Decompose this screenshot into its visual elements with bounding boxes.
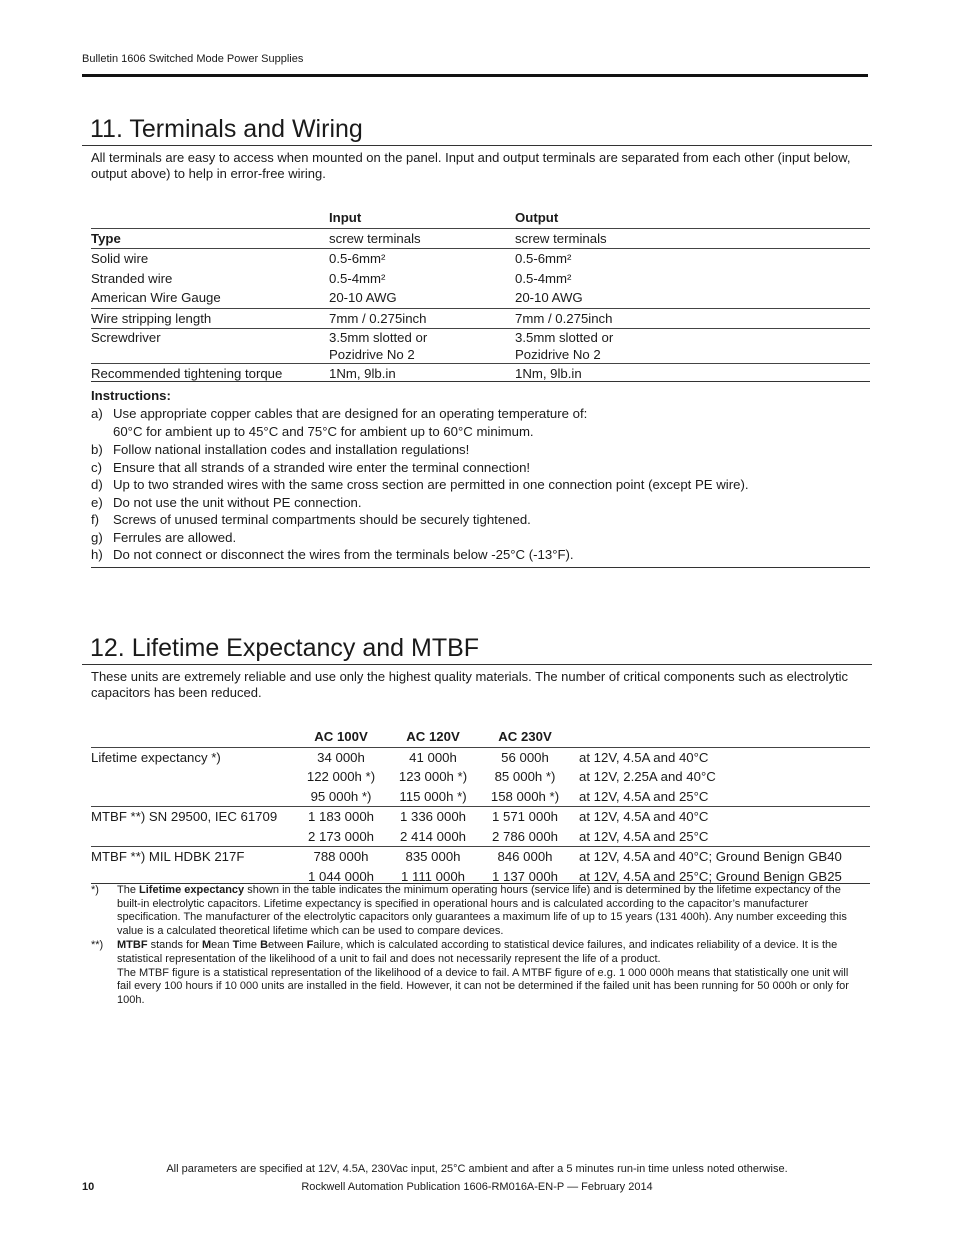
table-cell: 2 414 000h <box>399 828 466 844</box>
footer-note: All parameters are specified at 12V, 4.5A, 230Vac input, 25°C ambient and after a 5 minutes run-in time unless noted otherwise. <box>166 1163 788 1175</box>
table-header-cell <box>91 208 329 228</box>
table-row <box>91 346 870 364</box>
footnote-mtbf-para2 <box>91 967 861 1008</box>
table-row <box>91 249 870 269</box>
table-cell: 3.5mm slotted or <box>515 329 870 347</box>
list-item-text: Do not connect or disconnect the wires from the terminals below -25°C (-13°F). <box>113 547 574 562</box>
table-cell: 0.5-6mm² <box>329 249 515 269</box>
table-cell: 2 173 000h <box>307 828 374 844</box>
table-cell <box>91 767 295 787</box>
table-row <box>91 787 870 807</box>
instructions-bottom-rule <box>91 567 870 568</box>
table-cell: Type <box>91 228 329 249</box>
footnote-text-part: ailure, which is calculated according to statistical device failures, and indicates reliability of a device. It is the statistical representation of the likelihood of a unit to fail and does not necessarily represent the life of a product. <box>117 939 838 965</box>
table-cell: at 12V, 4.5A and 25°C <box>579 788 709 804</box>
table-cell: 1 336 000h <box>387 807 479 827</box>
header-rule <box>82 74 868 77</box>
table-row <box>91 269 870 289</box>
terminals-table-bottom-rule <box>91 381 870 382</box>
table-cell: 85 000h *) <box>494 769 556 784</box>
footnote-mtbf <box>91 939 861 966</box>
footnote-bold-letter: T <box>232 939 240 952</box>
footnote-text-part: shown in the table indicates the minimum operating hours (service life) and is determined by the lifetime expectancy of the built-in electrolytic capacitors. Lifetime expectancy is specified in operational hours and is calculated according to the capacitor’s manufacturer specification. The manufacturer of the electrolytic capacitors only guarantees a maximum life of up to 15 years (131 400h). Any number exceeding this value is a calculated theoretical lifetime which can be used to compare devices. <box>117 884 847 937</box>
table-cell: Recommended tightening torque <box>91 364 329 384</box>
table-cell: Solid wire <box>91 249 329 269</box>
table-cell: 1Nm, 9lb.in <box>515 364 870 384</box>
list-item-label <box>91 423 113 441</box>
list-item <box>91 511 871 529</box>
table-cell: 835 000h <box>387 847 479 867</box>
table-header-cell <box>91 727 295 747</box>
footnote-text: The MTBF figure is a statistical representation of the likelihood of a device to fail. A MTBF figure of e.g. 1 000 000h means that statistically one unit will fail every 100 hours if 10 000 units are installed in the field. However, it can not be determined if the failed unit has been running for 50 000h or only for 100h. <box>117 966 849 1006</box>
table-header-row <box>91 727 870 747</box>
table-row <box>91 747 870 767</box>
table-cell: 1 111 000h <box>400 868 466 884</box>
table-cell <box>91 787 295 807</box>
table-row <box>91 847 870 867</box>
lifetime-mtbf-table <box>91 727 870 886</box>
page-number: 10 <box>82 1181 95 1193</box>
table-header-cell: Input <box>329 210 362 225</box>
footnotes <box>91 884 861 1007</box>
table-cell: Pozidrive No 2 <box>329 347 415 362</box>
footnote-bold-letter: F <box>306 939 314 952</box>
table-cell: 0.5-4mm² <box>329 270 386 286</box>
list-item-text: Use appropriate copper cables that are designed for an operating temperature of: <box>113 406 588 421</box>
table-cell: 56 000h <box>479 747 571 767</box>
table-cell: 3.5mm slotted or <box>329 329 515 347</box>
list-item-label: h) <box>91 547 103 562</box>
table-header-cell: AC 100V <box>314 729 368 744</box>
footnote-indent <box>91 967 117 1008</box>
section-12-rule <box>82 664 872 665</box>
table-cell: 123 000h *) <box>398 769 468 784</box>
section-12-title: 12. Lifetime Expectancy and MTBF <box>90 634 480 662</box>
table-cell: 122 000h *) <box>306 769 376 784</box>
table-cell: Lifetime expectancy *) <box>91 747 295 767</box>
list-item-text: Ferrules are allowed. <box>113 529 237 545</box>
list-item <box>91 494 871 512</box>
table-cell: at 12V, 2.25A and 40°C <box>579 769 716 784</box>
footer-publication: Rockwell Automation Publication 1606-RM016A-EN-P — February 2014 <box>301 1181 653 1193</box>
table-cell: at 12V, 4.5A and 25°C <box>579 828 709 844</box>
footnote-text <box>117 939 861 966</box>
list-item <box>91 459 871 477</box>
table-cell: 95 000h *) <box>310 788 372 804</box>
table-row <box>91 767 870 787</box>
table-cell: 788 000h <box>295 847 387 867</box>
footnote-text-part: ean <box>211 939 233 952</box>
table-row <box>91 329 870 347</box>
table-cell: 1 571 000h <box>479 807 571 827</box>
table-cell: Screwdriver <box>91 329 329 347</box>
list-item-text: Up to two stranded wires with the same cross section are permitted in one connection point (except PE wire). <box>113 477 749 492</box>
table-cell: 1 044 000h <box>307 868 374 884</box>
footnote-bold-term: MTBF <box>117 939 148 952</box>
list-item <box>91 529 871 547</box>
list-item-label: d) <box>91 477 103 492</box>
list-item-text: Do not use the unit without PE connection. <box>113 494 362 510</box>
table-cell: 7mm / 0.275inch <box>329 308 515 329</box>
footnote-text-part: The <box>117 884 140 896</box>
list-item <box>91 476 871 494</box>
table-cell: 7mm / 0.275inch <box>515 308 870 329</box>
table-header-cell: AC 120V <box>406 729 460 744</box>
list-item <box>91 441 871 459</box>
list-item-text: Screws of unused terminal compartments should be securely tightened. <box>113 512 531 527</box>
table-cell: Wire stripping length <box>91 308 329 329</box>
footnote-marker: **) <box>91 939 104 952</box>
table-cell: 1Nm, 9lb.in <box>329 364 515 384</box>
section-11-rule <box>82 145 872 146</box>
table-row <box>91 807 870 827</box>
table-cell: at 12V, 4.5A and 40°C <box>571 747 870 767</box>
table-cell: screw terminals <box>329 228 515 249</box>
table-cell <box>91 346 329 364</box>
list-item-label: b) <box>91 442 103 457</box>
table-header-cell: Output <box>515 210 559 225</box>
table-row <box>91 827 870 847</box>
running-header: Bulletin 1606 Switched Mode Power Supplies <box>82 53 304 65</box>
table-cell: American Wire Gauge <box>91 290 221 305</box>
table-cell: at 12V, 4.5A and 40°C <box>571 807 870 827</box>
table-cell: 1 137 000h <box>491 868 558 884</box>
table-header-cell <box>571 727 870 747</box>
table-cell: 115 000h *) <box>399 788 467 804</box>
section-11-intro: All terminals are easy to access when mounted on the panel. Input and output terminals are separated from each other (input below, output above) to help in error-free wiring. <box>91 150 851 181</box>
table-cell: MTBF **) SN 29500, IEC 61709 <box>91 807 295 827</box>
list-item <box>91 546 871 564</box>
list-item-text: 60°C for ambient up to 45°C and 75°C for ambient up to 60°C minimum. <box>113 423 534 439</box>
table-cell: 1 183 000h <box>295 807 387 827</box>
footnote-marker: *) <box>91 884 99 896</box>
table-cell: 846 000h <box>479 847 571 867</box>
table-cell <box>91 827 295 847</box>
list-item-label: a) <box>91 406 103 421</box>
footnote-lifetime <box>91 884 861 938</box>
table-cell: Stranded wire <box>91 270 173 286</box>
section-11-title: 11. Terminals and Wiring <box>90 115 363 143</box>
table-cell: MTBF **) MIL HDBK 217F <box>91 847 295 867</box>
section-12-intro: These units are extremely reliable and use only the highest quality materials. The number of critical components such as electrolytic capacitors has been reduced. <box>91 669 849 700</box>
table-row <box>91 288 870 308</box>
table-cell: 20-10 AWG <box>329 290 397 305</box>
list-item-label: c) <box>91 459 102 475</box>
instructions-title: Instructions: <box>91 388 171 403</box>
terminals-table <box>91 208 870 384</box>
table-row <box>91 228 870 249</box>
table-row <box>91 308 870 329</box>
table-cell: screw terminals <box>515 228 870 249</box>
list-item-label: f) <box>91 512 100 527</box>
footnote-text-part: etween <box>268 939 307 952</box>
table-cell: 34 000h <box>295 747 387 767</box>
footnote-text-part: ime <box>239 939 261 952</box>
list-item-text: Follow national installation codes and installation regulations! <box>113 442 470 457</box>
table-cell: at 12V, 4.5A and 40°C; Ground Benign GB40 <box>571 847 870 867</box>
list-item-text: Ensure that all strands of a stranded wire enter the terminal connection! <box>113 459 531 475</box>
table-cell: at 12V, 4.5A and 25°C; Ground Benign GB25 <box>579 868 842 884</box>
footnote-bold-term: Lifetime expectancy <box>139 884 245 896</box>
table-cell: Pozidrive No 2 <box>515 347 601 362</box>
table-cell: 158 000h *) <box>490 788 560 804</box>
instructions-list <box>91 387 871 564</box>
table-cell: 41 000h <box>387 747 479 767</box>
footnote-bold-letter: M <box>201 939 212 952</box>
list-item <box>91 423 871 441</box>
table-cell: 20-10 AWG <box>515 290 583 305</box>
table-cell: 0.5-6mm² <box>515 249 870 269</box>
table-header-row <box>91 208 870 228</box>
table-header-cell: AC 230V <box>498 729 552 744</box>
list-item-label: e) <box>91 494 103 510</box>
list-item <box>91 405 871 423</box>
footnote-text <box>117 884 861 938</box>
table-cell: 0.5-4mm² <box>515 270 572 286</box>
footnote-text-part: stands for <box>147 939 202 952</box>
footnote-bold-letter: B <box>260 939 269 952</box>
list-item-label: g) <box>91 529 103 545</box>
table-cell: 2 786 000h <box>491 828 558 844</box>
